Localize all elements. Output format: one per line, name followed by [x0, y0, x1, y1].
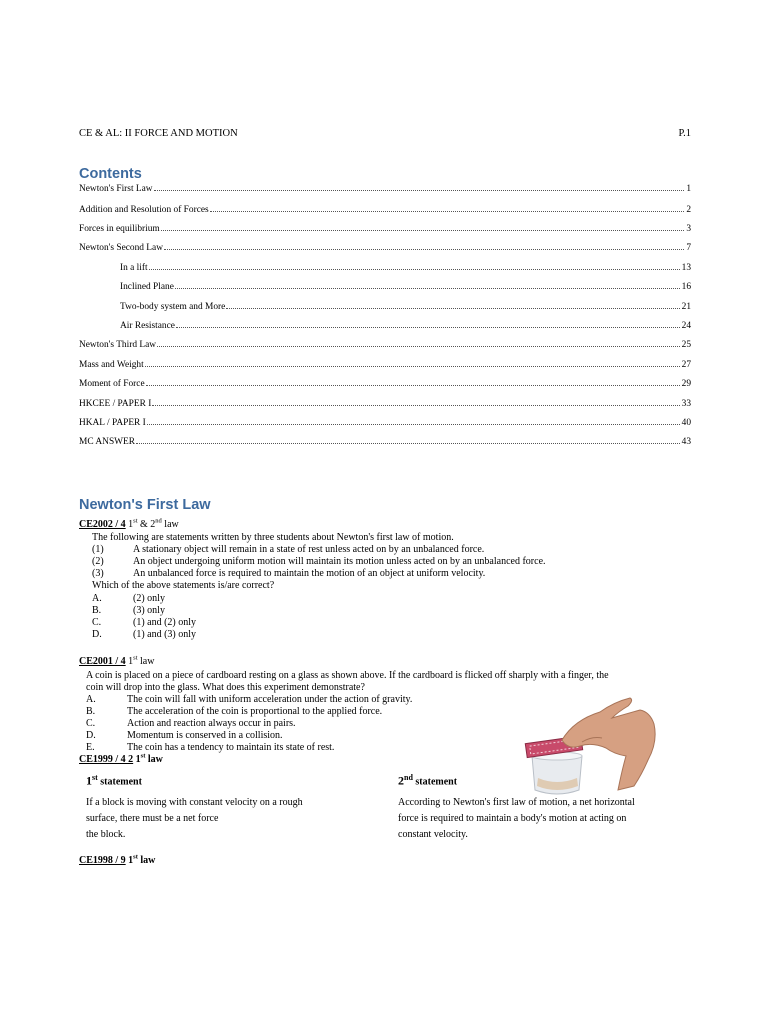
question-code-label: CE2001 / 4 [79, 656, 126, 667]
toc-entry[interactable] [79, 243, 691, 257]
toc-entry-label: Inclined Plane [120, 282, 174, 292]
coin-cardboard-glass-illustration [522, 690, 662, 800]
toc-entry-page: 27 [681, 360, 691, 370]
toc-entry[interactable] [79, 340, 691, 354]
toc-leader-dots [154, 189, 685, 191]
toc-leader-dots [152, 404, 679, 406]
toc-leader-dots [136, 442, 680, 444]
toc-entry[interactable] [79, 379, 691, 393]
toc-entry[interactable] [79, 399, 691, 413]
toc-leader-dots [149, 268, 680, 270]
question-code [79, 656, 154, 667]
question-stem-line2: coin will drop into the glass. What does this experiment demonstrate? [86, 682, 365, 693]
toc-entry-page: 1 [686, 184, 691, 194]
toc-entry-label: HKCEE / PAPER I [79, 399, 152, 409]
statement-2-text: According to Newton's first law of motion, a net horizontal force is required to maintain a body's motion at acting on constant velocity. [398, 797, 635, 840]
law-tag: 1st law [128, 853, 156, 866]
toc-entry-page: 33 [681, 399, 691, 409]
document-page: CE & AL: II FORCE AND MOTION P.1 Contents Newton's First Law 1 Addition and Resolution of Forces 2 Forces in equilibrium 3 Newton's Second Law 7 In a lift 13 Inclined Plane 16 Two-body system and More 21 Air Resistance 24 Newton's Third Law 25 Mass and Weight 27 Moment of Force 29 HKCEE / PAPER I 33 HKAL / PAPER I 40 MC ANSWER 43 Newton's First Law CE2002 / 4 1st & 2nd law The following are statements written by three students about Newton's first law of motion. (1) A stationary object will remain in a state of rest unless acted on by an unbalanced force. (2) An object undergoing uniform motion will maintain its motion unless acted on by an unbalanced force. (3) An unbalanced force is required to maintain the motion of an object at uniform velocity. Which of the above statements is/are correct? A. (2) only B. (3) only C. (1) and (2) only D. (1) and (3) only CE2001 / 4 1st law A coin is placed on a piece of cardboard resting on a glass as shown above. If the cardboard is flicked off sharply with a finger, the coin will drop into the glass. What does this experiment demonstrate? A. The coin will fall with uniform acceleration under the action of gravity. B. The acceleration of the coin is proportional to the applied force. C. Action and reaction always occur in pairs. D. Momentum is conserved in a collision. E. The coin has a tendency to maintain its state of rest. CE1999 / 4 2 1st law 1st statement If a block is moving with constant velocity on a rough surface, there must be a net force the block. 2nd statement According to Newton's first law of motion, a net horizontal force is required to maintain a body's motion at acting on constant velocity. CE1998 / 9 1st law [79, 128, 691, 866]
toc-entry-label: Mass and Weight [79, 360, 144, 370]
question-stem: The following are statements written by three students about Newton's first law of motion. [92, 532, 454, 543]
toc-entry-page: 25 [681, 340, 691, 350]
statement-1-text: If a block is moving with constant velocity on a rough surface, there must be a net force the block. [86, 797, 303, 840]
question-code [79, 754, 163, 765]
toc-leader-dots [176, 326, 680, 328]
toc-entry-label: MC ANSWER [79, 437, 135, 447]
toc-entry-page: 3 [686, 224, 691, 234]
toc-leader-dots [226, 307, 679, 309]
running-header [79, 128, 691, 139]
question-stem: A coin is placed on a piece of cardboard resting on a glass as shown above. If the cardboard is flicked off sharply with a finger, the [86, 670, 609, 681]
law-tag: 1st law [135, 752, 163, 765]
toc-entry[interactable] [79, 360, 691, 374]
toc-subentry[interactable] [79, 302, 691, 316]
toc-leader-dots [145, 365, 680, 367]
toc-entry-label: Air Resistance [120, 321, 175, 331]
toc-entry-label: Newton's Second Law [79, 243, 163, 253]
toc-subentry[interactable] [79, 321, 691, 335]
statement-2-heading: 2nd statement [398, 773, 458, 788]
toc-subentry[interactable] [79, 282, 691, 296]
toc-leader-dots [175, 287, 680, 289]
question-code-label: CE1999 / 4 2 [79, 754, 134, 765]
toc-entry-page: 24 [681, 321, 691, 331]
toc-entry-page: 16 [681, 282, 691, 292]
toc-entry-page: 13 [681, 263, 691, 273]
header-title: CE & AL: II FORCE AND MOTION [79, 128, 238, 139]
toc-entry-page: 29 [681, 379, 691, 389]
toc-entry-page: 40 [681, 418, 691, 428]
page-number: P.1 [678, 128, 691, 139]
toc-leader-dots [164, 248, 684, 250]
contents-heading: Contents [79, 166, 142, 182]
toc-leader-dots [157, 345, 680, 347]
question-prompt: Which of the above statements is/are correct? [92, 580, 275, 591]
toc-entry-label: HKAL / PAPER I [79, 418, 146, 428]
toc-entry-label: In a lift [120, 263, 148, 273]
toc-leader-dots [146, 384, 680, 386]
toc-entry-page: 2 [686, 205, 691, 215]
statement-1-heading: 1st statement [86, 773, 142, 788]
toc-entry-label: Forces in equilibrium [79, 224, 160, 234]
law-tag: 1st law [128, 654, 155, 667]
toc-entry-label: Newton's First Law [79, 184, 153, 194]
toc-entry-label: Addition and Resolution of Forces [79, 205, 209, 215]
toc-entry[interactable] [79, 437, 691, 451]
toc-entry-page: 21 [681, 302, 691, 312]
toc-entry[interactable] [79, 184, 691, 198]
toc-leader-dots [147, 423, 680, 425]
law-tag: 1st & 2nd law [128, 517, 179, 530]
question-code [79, 855, 155, 866]
toc-leader-dots [161, 229, 685, 231]
question-code [79, 519, 179, 530]
toc-entry-page: 43 [681, 437, 691, 447]
toc-entry[interactable] [79, 205, 691, 219]
question-code-label: CE2002 / 4 [79, 519, 126, 530]
toc-entry-label: Two-body system and More [120, 302, 226, 312]
toc-entry[interactable] [79, 418, 691, 432]
toc-entry-label: Moment of Force [79, 379, 145, 389]
toc-subentry[interactable] [79, 263, 691, 277]
toc-entry-page: 7 [686, 243, 691, 253]
toc-entry[interactable] [79, 224, 691, 238]
toc-entry-label: Newton's Third Law [79, 340, 157, 350]
toc-leader-dots [210, 210, 685, 212]
question-code-label: CE1998 / 9 [79, 855, 126, 866]
section-heading: Newton's First Law [79, 497, 211, 513]
